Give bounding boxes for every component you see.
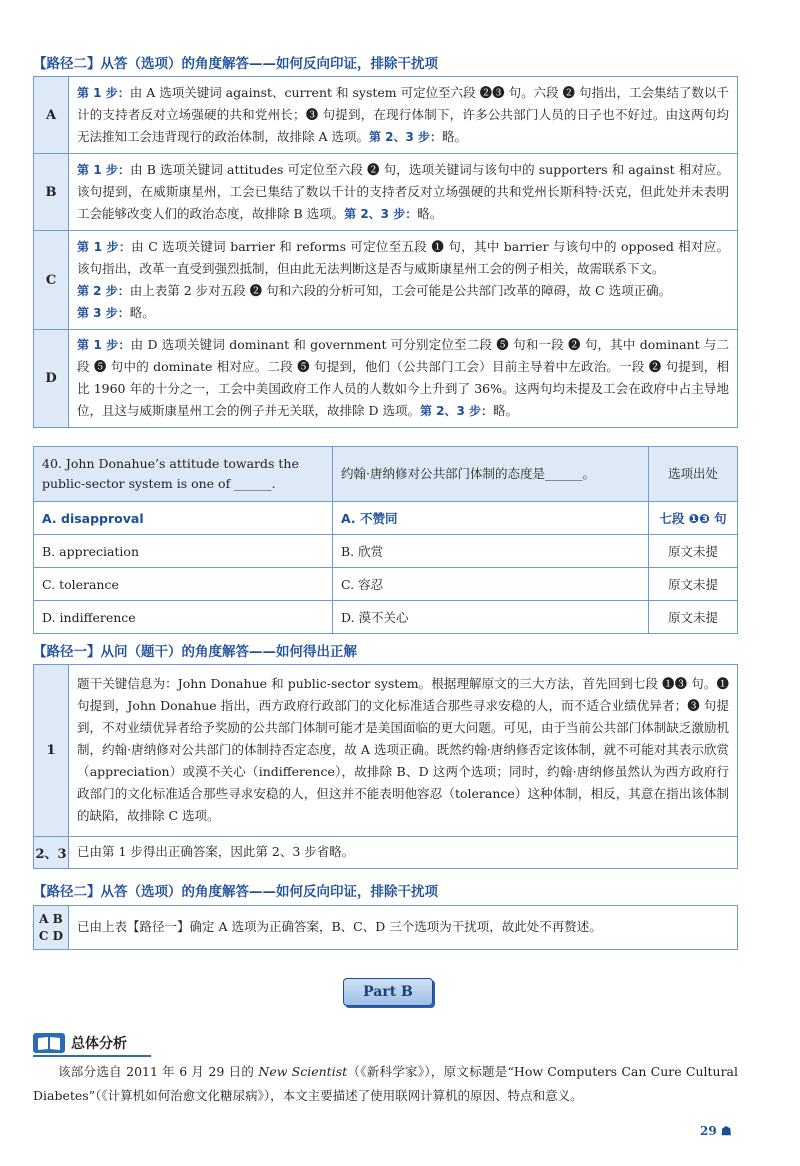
- table-row: [34, 535, 738, 568]
- option-en: C. tolerance: [34, 568, 333, 601]
- part-b-title: Part B: [343, 978, 433, 1006]
- table-row: [34, 906, 738, 950]
- section-heading-path1: 【路径一】从问（题干）的角度解答——如何得出正解: [33, 644, 357, 660]
- path1-table: [33, 664, 738, 869]
- overview-paragraph: 该部分选自 2011 年 6 月 29 日的 New Scientist（《新科学家》），原文标题是“How Computers Can Cure Cultural Diabetes”（《计算机如何治愈文化糖尿病》），本文主要描述了使用联网计算机的原因、特点和意义。: [33, 1064, 739, 1103]
- option-zh: D. 漠不关心: [333, 601, 649, 634]
- book-icon: [33, 1033, 65, 1053]
- row-text: 题干关键信息为：John Donahue 和 public-sector system。根据理解原文的三大方法，首先回到七段 ❶❸ 句。❶ 句提到，John Donahue 指出，西方政府行政部门的文化标准适合那些寻求安稳的人，而不适合业绩优异者；❸ 句提到，不对业绩优异者给予奖励的公共部门体制可能才是美国面临的更大问题。可见，由于当前公共部门体制缺乏激励机制，约翰·唐纳修对公共部门的体制持否定态度，故 A 选项正确。既然约翰·唐纳修否定该体制，就不可能对其表示欣赏（appreciation）或漠不关心（indifference），故排除 B、D 这两个选项；同时，约翰·唐纳修虽然认为西方政府行政部门的文化标准适合那些寻求安稳的人，但这并不能表明他容忍（tolerance）这种体制，相反，其意在指出该体制的缺陷，故排除 C 选项。: [69, 665, 738, 837]
- question-40-table: [33, 446, 738, 634]
- option-en: D. indifference: [34, 601, 333, 634]
- table-row: [34, 837, 738, 869]
- table-row: [34, 330, 738, 428]
- heading-underline: [33, 1055, 151, 1057]
- row-text: 已由第 1 步得出正确答案，因此第 2、3 步省略。: [69, 837, 738, 869]
- options-analysis-table: [33, 76, 738, 428]
- table-row: [34, 601, 738, 634]
- table-row: [34, 447, 738, 502]
- table-row: [34, 77, 738, 154]
- question-zh: 约翰·唐纳修对公共部门体制的态度是______。: [333, 447, 649, 502]
- table-row: [34, 665, 738, 837]
- row-text: 第 1 步：由 D 选项关键词 dominant 和 government 可分别定位至二段 ❺ 句和一段 ❷ 句，其中 dominant 与二段 ❺ 句中的 dominate 相对应。二段 ❺ 句提到，他们（公共部门工会）目前主导着中左政治。一段 ❷ 句提到，相比 1960 年的十分之一，工会中美国政府工作人员的人数如今上升到了 36%。这两句均未提及工会在政府中占主导地位，且这与威斯康星州工会的例子并无关联，故排除 D 选项。第 2、3 步：略。: [69, 330, 738, 428]
- overview-title: 总体分析: [71, 1036, 127, 1052]
- source-header: 选项出处: [649, 447, 738, 502]
- row-text: 已由上表【路径一】确定 A 选项为正确答案，B、C、D 三个选项为干扰项，故此处不再赘述。: [69, 906, 738, 950]
- row-label: 2、3: [34, 837, 69, 869]
- table-row: [34, 154, 738, 231]
- page-number: 29 ☗: [700, 1124, 732, 1138]
- option-zh: C. 容忍: [333, 568, 649, 601]
- question-en: 40. John Donahue’s attitude towards the public-sector system is one of ______.: [34, 447, 333, 502]
- row-text: 第 1 步：由 C 选项关键词 barrier 和 reforms 可定位至五段 ❶ 句，其中 barrier 与该句中的 opposed 相对应。该句指出，改革一直受到强烈抵制，但由此无法判断这是否与威斯康星州工会的例子相关，故需联系下文。 第 2 步：由上表第 2 步对五段 ❷ 句和六段的分析可知，工会可能是公共部门改革的障碍，故 C 选项正确。 第 3 步：略。: [69, 231, 738, 330]
- section-heading-path2-b: 【路径二】从答（选项）的角度解答——如何反向印证，排除干扰项: [33, 884, 438, 900]
- row-label: A B C D: [34, 906, 69, 950]
- table-row: [34, 568, 738, 601]
- option-source: 原文未提: [649, 535, 738, 568]
- option-source: 原文未提: [649, 601, 738, 634]
- row-label: 1: [34, 665, 69, 837]
- row-label: A: [34, 77, 69, 154]
- row-label: D: [34, 330, 69, 428]
- option-source: 原文未提: [649, 568, 738, 601]
- path2-table: [33, 905, 738, 950]
- option-en: A. disapproval: [34, 502, 333, 535]
- section-heading-path2: 【路径二】从答（选项）的角度解答——如何反向印证，排除干扰项: [33, 56, 438, 72]
- option-en: B. appreciation: [34, 535, 333, 568]
- row-text: 第 1 步：由 A 选项关键词 against、current 和 system 可定位至六段 ❷❸ 句。六段 ❷ 句指出，工会集结了数以千计的支持者反对立场强硬的共和党州长；❸ 句提到，在现行体制下，许多公共部门人员的日子也不好过。由这两句均无法推知工会违背现行的政治体制，故排除 A 选项。第 2、3 步：略。: [69, 77, 738, 154]
- option-source: 七段 ❶❸ 句: [649, 502, 738, 535]
- table-row: [34, 231, 738, 330]
- cap-icon: ☗: [720, 1124, 732, 1138]
- row-label: B: [34, 154, 69, 231]
- row-text: 第 1 步：由 B 选项关键词 attitudes 可定位至六段 ❷ 句，选项关键词与该句中的 supporters 和 against 相对应。该句提到，在威斯康星州，工会已集结了数以千计的支持者反对立场强硬的共和党州长斯科特·沃克，但此处并未表明工会能够改变人们的政治态度，故排除 B 选项。第 2、3 步：略。: [69, 154, 738, 231]
- table-row: [34, 502, 738, 535]
- row-label: C: [34, 231, 69, 330]
- option-zh: B. 欣赏: [333, 535, 649, 568]
- option-zh: A. 不赞同: [333, 502, 649, 535]
